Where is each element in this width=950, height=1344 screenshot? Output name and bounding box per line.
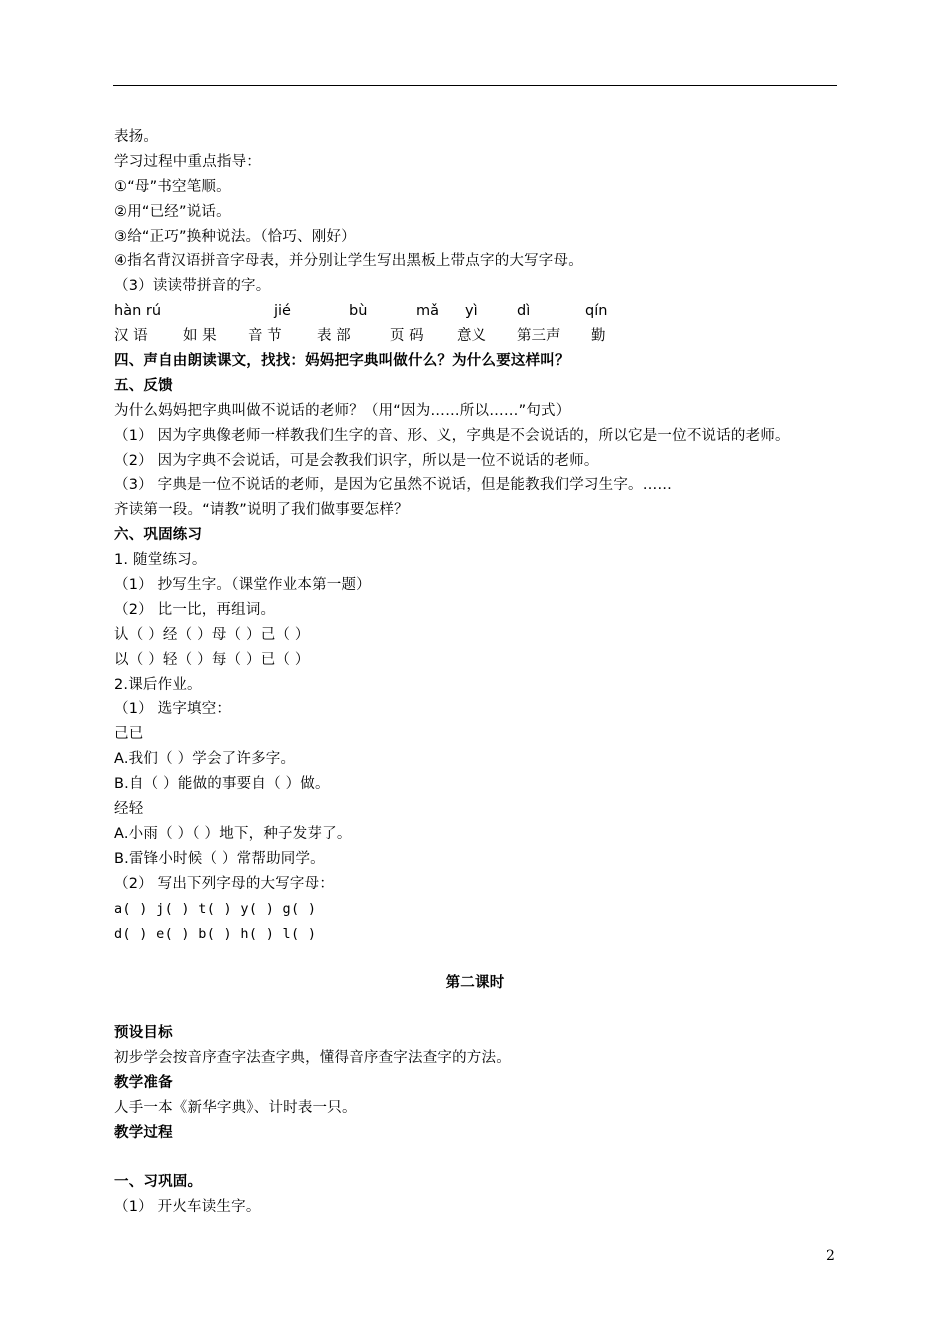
- text-line: 学习过程中重点指导：: [114, 153, 261, 170]
- text-line: （1） 因为字典像老师一样教我们生字的音、形、义，字典是不会说话的，所以它是一位不说话的老师。: [114, 427, 790, 444]
- hanzi-row: [114, 324, 854, 349]
- text-line: B.自（ ）能做的事要自（ ）做。: [114, 776, 330, 793]
- document-body: [114, 125, 854, 1220]
- text-line: （2） 比一比，再组词。: [114, 601, 276, 618]
- text-line: 齐读第一段。“请教”说明了我们做事要怎样？: [114, 502, 409, 519]
- hanzi-item: 汉 语: [114, 328, 148, 345]
- pinyin-row: [114, 299, 854, 324]
- text-line: A.我们（ ）学会了许多字。: [114, 751, 296, 768]
- text-line: 以（ ）轻（ ）每（ ）已（ ）: [114, 651, 310, 668]
- pinyin-item: bù: [349, 303, 368, 320]
- text-line: B.雷锋小时候（ ）常帮助同学。: [114, 850, 325, 867]
- text-line: （2） 因为字典不会说话，可是会教我们识字，所以是一位不说话的老师。: [114, 452, 599, 469]
- letters-line: a( ) j( ) t( ) y( ) g( ): [114, 900, 317, 917]
- page-number: 2: [826, 1248, 835, 1264]
- hanzi-item: 如 果: [183, 328, 217, 345]
- text-line: （1） 抄写生字。（课堂作业本第一题）: [114, 577, 371, 594]
- text-line: 认（ ）经（ ）母（ ）己（ ）: [114, 626, 310, 643]
- text-line: 人手一本《新华字典》、计时表一只。: [114, 1099, 357, 1116]
- text-line: （3）读读带拼音的字。: [114, 278, 271, 295]
- hanzi-item: 页 码: [390, 328, 424, 345]
- header-rule: [113, 85, 837, 86]
- text-line: ①“母”书空笔顺。: [114, 178, 231, 195]
- spacer: [114, 996, 854, 1021]
- text-line: 为什么妈妈把字典叫做不说话的老师？（用“因为……所以……”句式）: [114, 402, 571, 419]
- text-line: 己已: [114, 726, 144, 743]
- section-heading: 教学准备: [114, 1074, 173, 1091]
- pinyin-item: yì: [465, 303, 478, 320]
- text-line: （2） 写出下列字母的大写字母：: [114, 875, 335, 892]
- text-line: 2.课后作业。: [114, 676, 202, 693]
- text-line: 表扬。: [114, 129, 159, 145]
- section-heading: 预设目标: [114, 1025, 173, 1042]
- text-line: A.小雨（ ）（ ）地下，种子发芽了。: [114, 825, 352, 842]
- text-line: （1） 选字填空：: [114, 701, 232, 718]
- text-line: （3） 字典是一位不说话的老师，是因为它虽然不说话，但是能教我们学习生字。……: [114, 477, 673, 494]
- section-heading: 教学过程: [114, 1124, 173, 1141]
- spacer: [114, 946, 854, 971]
- lesson-title: 第二课时: [445, 975, 505, 992]
- section-heading: 一、习巩固。: [114, 1174, 203, 1191]
- section-heading: 五、反馈: [114, 377, 173, 394]
- hanzi-item: 音 节: [248, 328, 282, 345]
- pinyin-item: mǎ: [416, 303, 440, 320]
- hanzi-item: 第三声: [517, 328, 561, 345]
- pinyin-item: jié: [274, 303, 291, 320]
- section-heading: 六、巩固练习: [114, 527, 203, 544]
- pinyin-item: qín: [585, 303, 608, 320]
- spacer: [114, 1146, 854, 1171]
- text-line: （1） 开火车读生字。: [114, 1199, 261, 1216]
- text-line: 经轻: [114, 801, 144, 818]
- section-heading: 四、声自由朗读课文，找找：妈妈把字典叫做什么？为什么要这样叫？: [114, 353, 570, 370]
- pinyin-item: dì: [517, 303, 531, 320]
- letters-line: d( ) e( ) b( ) h( ) l( ): [114, 925, 317, 942]
- text-line: 初步学会按音序查字法查字典，懂得音序查字法查字的方法。: [114, 1049, 511, 1066]
- text-line: ④指名背汉语拼音字母表，并分别让学生写出黑板上带点字的大写字母。: [114, 253, 583, 270]
- hanzi-item: 勤: [591, 328, 606, 345]
- text-line: 1. 随堂练习。: [114, 552, 207, 569]
- text-line: ②用“已经”说话。: [114, 203, 231, 220]
- text-line: ③给“正巧”换种说法。（恰巧、刚好）: [114, 228, 356, 245]
- hanzi-item: 表 部: [317, 328, 351, 345]
- pinyin-item: hàn rú: [114, 303, 162, 320]
- hanzi-item: 意义: [457, 328, 486, 345]
